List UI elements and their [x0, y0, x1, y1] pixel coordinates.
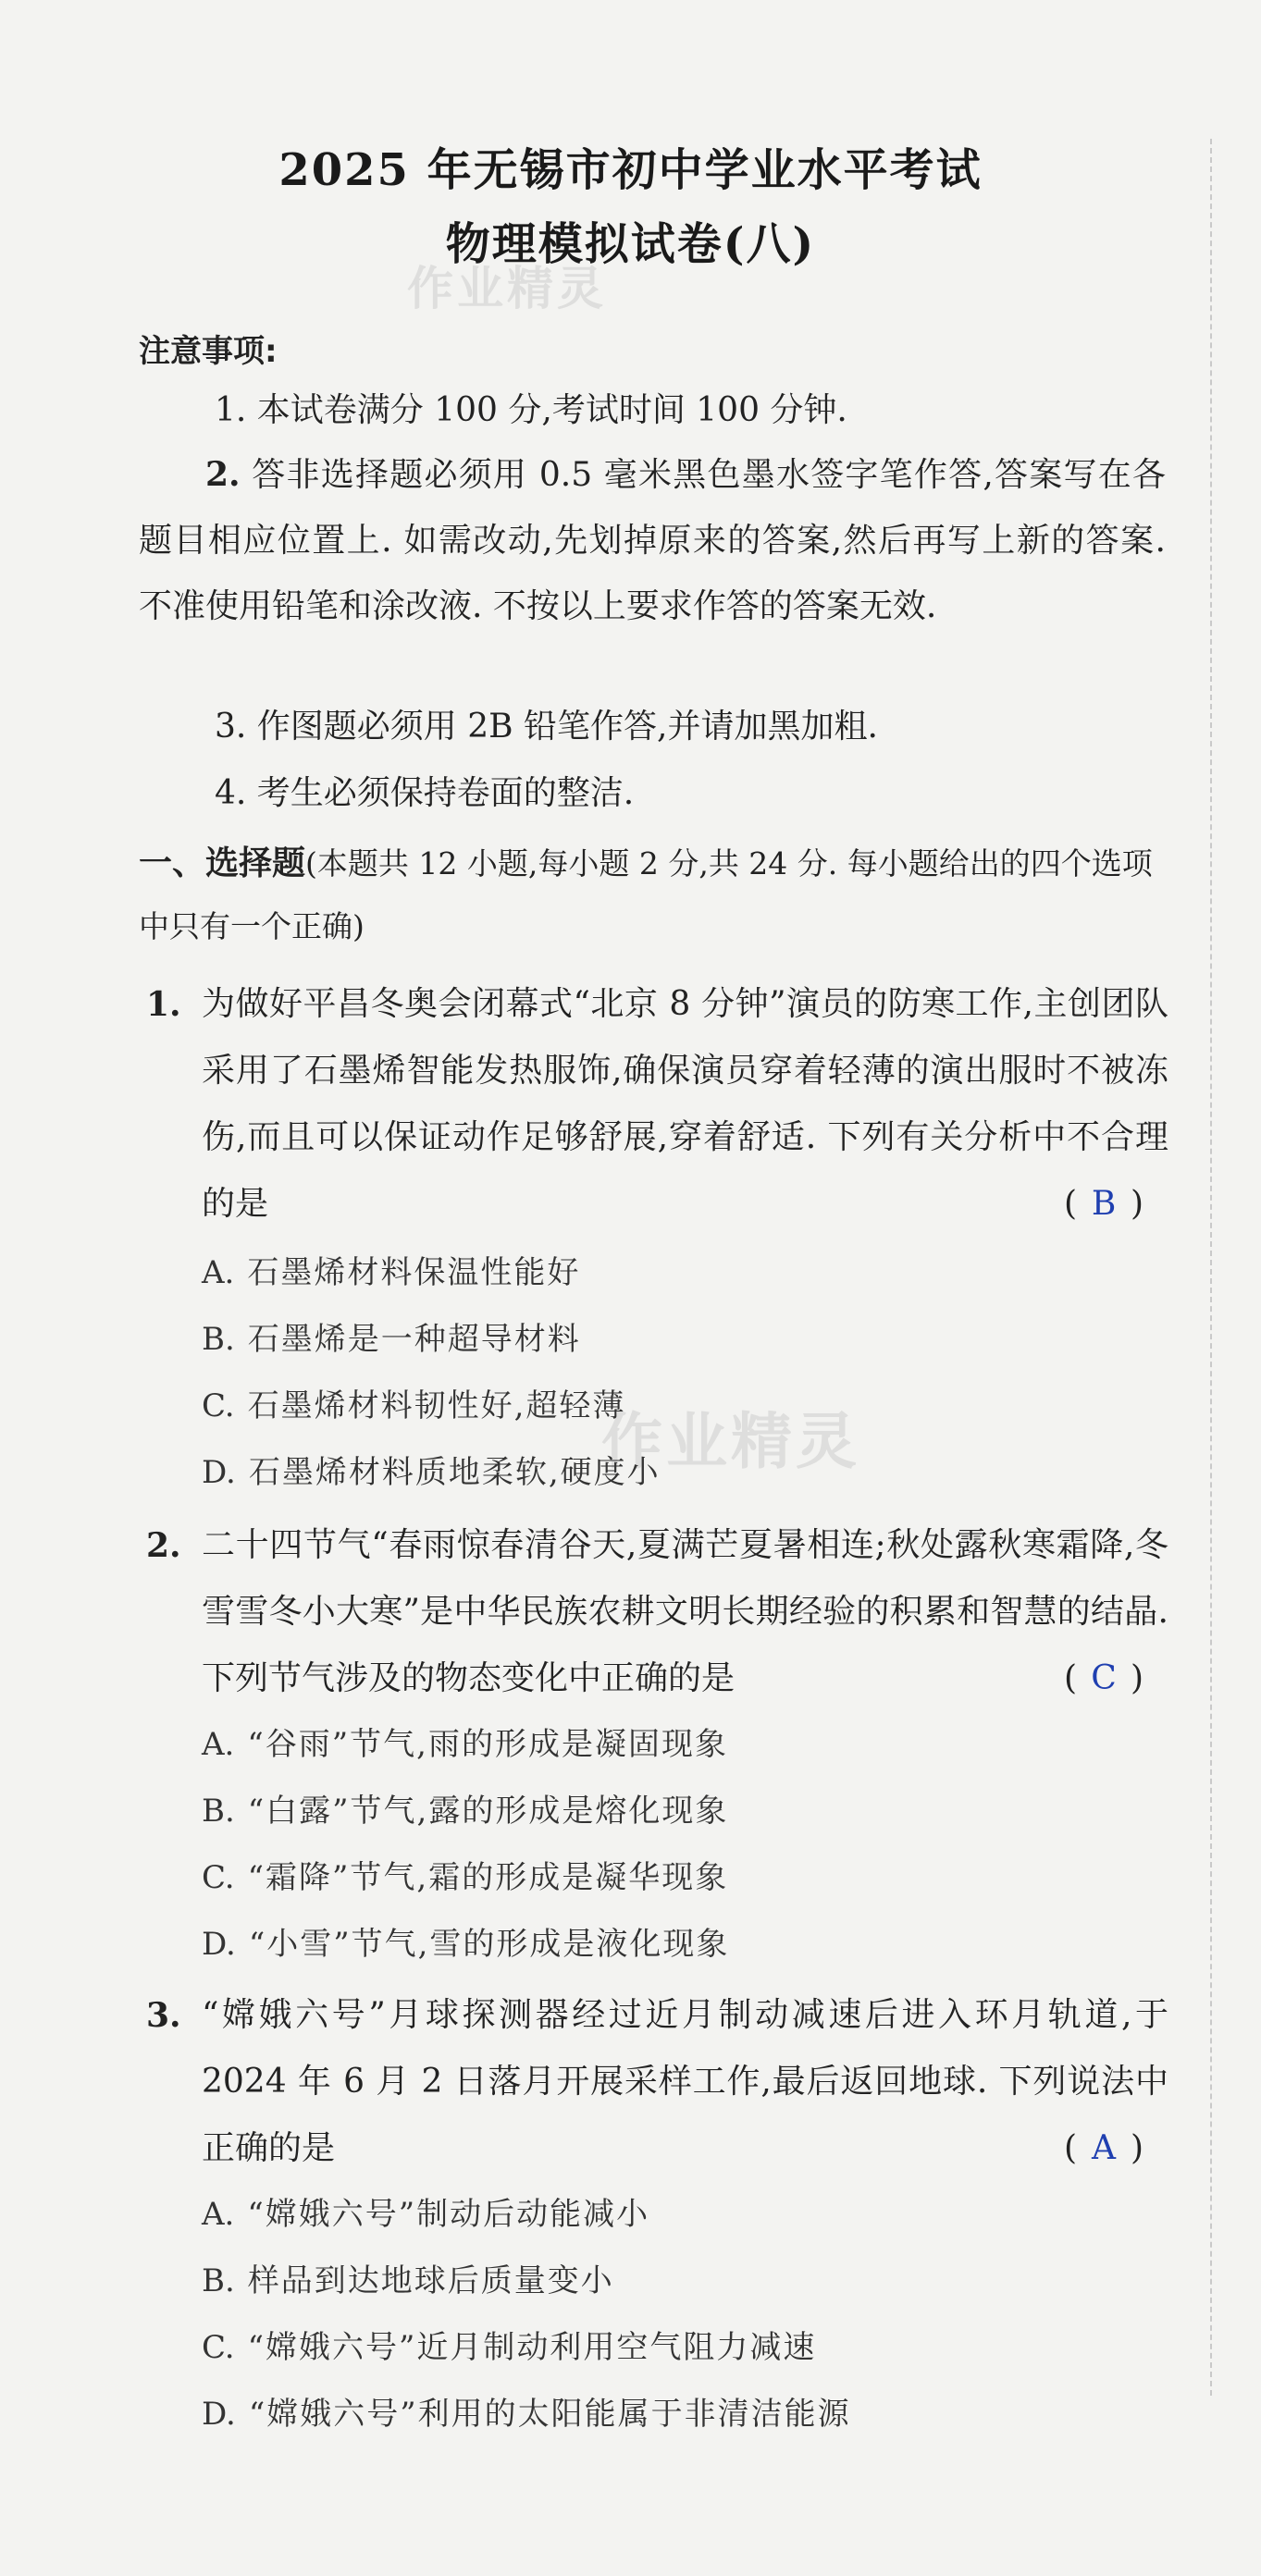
- question-3-number: 3.: [146, 1996, 181, 2035]
- notice-item-1: 1. 本试卷满分 100 分,考试时间 100 分钟.: [215, 391, 847, 429]
- section-title: 一、选择题: [139, 844, 306, 882]
- section-heading: [139, 832, 1175, 958]
- question-3-answer-bracket: ( A ): [1064, 2115, 1144, 2182]
- notice-item-2-text: 答非选择题必须用 0.5 毫米黑色墨水签字笔作答,答案写在各题目相应位置上. 如需改动,先划掉原来的答案,然后再写上新的答案. 不准使用铅笔和涂改液. 不按以上要求作答的答案无效.: [139, 456, 1166, 625]
- question-2-option-b: B. “白露”节气,露的形成是熔化现象: [202, 1793, 729, 1830]
- question-2-stem: 二十四节气“春雨惊春清谷天,夏满芒夏暑相连;秋处露秋寒霜降,冬雪雪冬小大寒”是中华民族农耕文明长期经验的积累和智慧的结晶. 下列节气涉及的物态变化中正确的是: [202, 1526, 1168, 1697]
- question-1-option-a: A. 石墨烯材料保温性能好: [202, 1254, 581, 1291]
- question-3-option-c: C. “嫦娥六号”近月制动利用空气阻力减速: [202, 2329, 817, 2366]
- question-3-option-b: B. 样品到达地球后质量变小: [202, 2262, 614, 2299]
- exam-title: 2025 年无锡市初中学业水平考试: [278, 144, 983, 196]
- notice-item-4: 4. 考生必须保持卷面的整洁.: [215, 774, 635, 812]
- question-2-option-c: C. “霜降”节气,霜的形成是凝华现象: [202, 1859, 729, 1896]
- question-1-option-b: B. 石墨烯是一种超导材料: [202, 1321, 581, 1358]
- notice-item-2-number: 2.: [205, 455, 241, 494]
- question-2-answer: C: [1091, 1659, 1117, 1697]
- notice-heading: 注意事项:: [139, 333, 278, 370]
- question-3-option-d: D. “嫦娥六号”利用的太阳能属于非清洁能源: [202, 2396, 851, 2433]
- question-1-number: 1.: [146, 985, 181, 1024]
- binding-dashed-line: [1210, 139, 1212, 2396]
- notice-item-2: [139, 442, 1166, 639]
- question-2-option-a: A. “谷雨”节气,雨的形成是凝固现象: [202, 1726, 728, 1763]
- question-3-option-a: A. “嫦娥六号”制动后动能减小: [202, 2196, 650, 2233]
- question-2-number: 2.: [146, 1526, 181, 1565]
- notice-item-3: 3. 作图题必须用 2B 铅笔作答,并请加黑加粗.: [215, 708, 878, 746]
- watermark-top: 作业精灵: [407, 262, 607, 315]
- question-2-answer-bracket: ( C ): [1064, 1645, 1144, 1712]
- question-1-answer: B: [1091, 1185, 1117, 1223]
- question-3-stem: “嫦娥六号”月球探测器经过近月制动减速后进入环月轨道,于 2024 年 6 月 2 日落月开展采样工作,最后返回地球. 下列说法中正确的是: [202, 1996, 1168, 2167]
- question-2-option-d: D. “小雪”节气,雪的形成是液化现象: [202, 1926, 730, 1963]
- section-description: (本题共 12 小题,每小题 2 分,共 24 分. 每小题给出的四个选项中只有一个正确): [139, 845, 1153, 944]
- watermark-middle: 作业精灵: [601, 1406, 860, 1477]
- exam-subtitle: 物理模拟试卷(八): [445, 218, 816, 270]
- question-1-stem: 为做好平昌冬奥会闭幕式“北京 8 分钟”演员的防寒工作,主创团队采用了石墨烯智能发热服饰,确保演员穿着轻薄的演出服时不被冻伤,而且可以保证动作足够舒展,穿着舒适. 下列有关分析中不合理的是: [202, 985, 1168, 1223]
- question-1-answer-bracket: ( B ): [1064, 1171, 1144, 1238]
- question-3-answer: A: [1092, 2129, 1117, 2167]
- question-1-option-d: D. 石墨烯材料质地柔软,硬度小: [202, 1454, 661, 1491]
- question-1-option-c: C. 石墨烯材料韧性好,超轻薄: [202, 1387, 626, 1424]
